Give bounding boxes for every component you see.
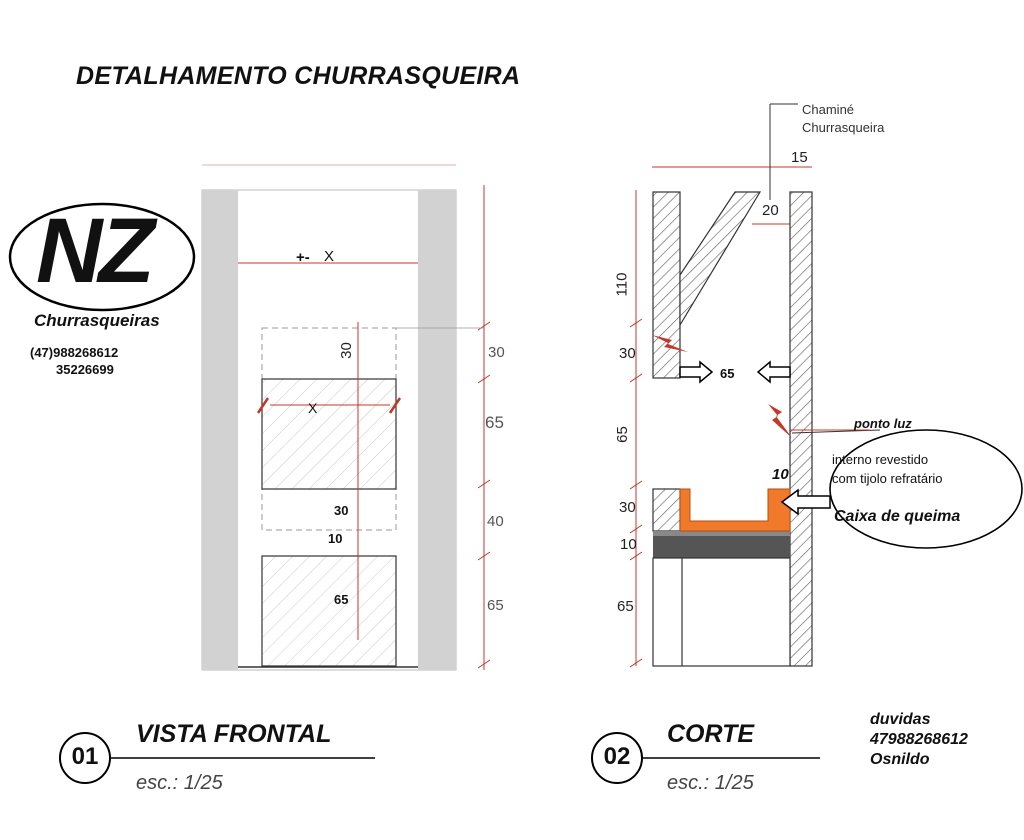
front-width-x: X: [324, 248, 335, 265]
logo-mark: NZ: [36, 200, 151, 302]
callout-ellipse: [830, 430, 1022, 548]
section-chimney-flue: [680, 192, 760, 325]
section-right-wall: [790, 192, 812, 666]
front-width-approx: +-: [296, 249, 310, 266]
section-chimney-dim: 20: [762, 202, 779, 219]
contact-line-3: Osnildo: [870, 751, 930, 768]
contact-block: [870, 710, 968, 770]
front-grill-opening: [262, 379, 396, 489]
lining-label-2: com tijolo refratário: [832, 471, 943, 486]
page-title: DETALHAMENTO CHURRASQUEIRA: [76, 62, 521, 90]
section-dim-65a: 65: [613, 426, 631, 443]
front-inner-x: X: [308, 400, 318, 416]
section-opening-dim: 65: [720, 366, 735, 381]
front-right-dim-40: 40: [487, 513, 504, 530]
section-firebox-dim: 10: [772, 466, 789, 483]
front-dim-10: 10: [328, 531, 343, 546]
view-02-title: CORTE: [667, 720, 755, 748]
view-02-scale: esc.: 1/25: [667, 772, 754, 794]
section-left-wall-upper: [653, 192, 680, 378]
section-dim-10: 10: [620, 536, 637, 553]
front-lower-base: [262, 556, 396, 666]
arrow-opening-right: [758, 362, 790, 382]
section-firebox-refractory: [680, 489, 790, 531]
logo-phone-2: 35226699: [56, 362, 114, 377]
section-top-dim: 15: [791, 149, 808, 166]
front-right-column: [418, 190, 456, 670]
contact-line-1: duvidas: [870, 711, 931, 728]
front-dim-hood: 30: [337, 342, 355, 359]
light-point-label: ponto luz: [854, 416, 912, 431]
logo-subtitle: Churrasqueiras: [34, 311, 160, 330]
view-01-title: VISTA FRONTAL: [136, 720, 332, 748]
logo-phone-1: (47)988268612: [30, 345, 119, 360]
arrow-opening-left: [680, 362, 712, 382]
firebox-label: Caixa de queima: [834, 508, 961, 525]
front-dim-30: 30: [334, 503, 349, 518]
front-right-dim-30: 30: [488, 344, 505, 361]
front-right-dim-65b: 65: [487, 597, 504, 614]
chimney-label-1: Chaminé: [802, 102, 855, 117]
lightning-mark-2: [768, 404, 792, 438]
section-base: [653, 558, 790, 666]
front-right-dim-65: 65: [485, 413, 504, 432]
front-dim-65: 65: [334, 592, 349, 607]
section-dim-30a: 30: [619, 345, 636, 362]
section-dim-30b: 30: [619, 499, 636, 516]
section-view-drawing: [630, 104, 1022, 667]
contact-line-2: 47988268612: [870, 731, 968, 748]
section-dim-65b: 65: [617, 598, 634, 615]
view-01-scale: esc.: 1/25: [136, 772, 223, 794]
lining-label-1: interno revestido: [832, 452, 929, 467]
section-dim-110: 110: [613, 272, 631, 297]
section-left-wall-lower: [653, 489, 680, 531]
view-01-number: 01: [71, 743, 99, 770]
chimney-label-2: Churrasqueira: [802, 120, 885, 135]
view-02-number: 02: [603, 743, 631, 770]
front-left-column: [202, 190, 238, 670]
